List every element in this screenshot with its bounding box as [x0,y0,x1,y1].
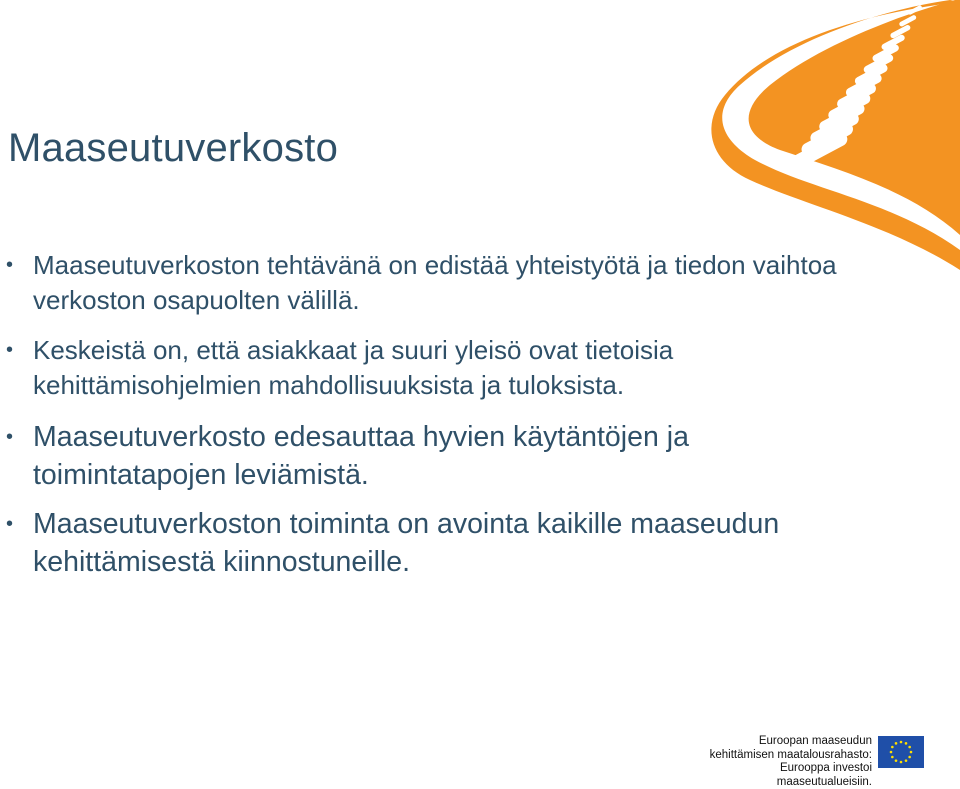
bullet-item [0,505,860,581]
eu-fund-caption [690,735,872,789]
eu-fund-caption-line: Eurooppa investoi maaseutualueisiin. [776,762,872,788]
eu-star [910,751,913,754]
bullet-item [0,248,860,318]
bullet-list [0,248,860,581]
orange-wave-logo-icon [700,0,960,270]
eu-star [905,759,908,762]
eu-star [890,751,893,754]
eu-star [891,756,894,759]
bullet-glyph: • [6,426,14,448]
bullet-glyph: • [6,339,14,361]
eu-star [895,759,898,762]
eu-star [908,746,911,749]
bullet-item [0,333,860,403]
eu-star [891,746,894,749]
bullet-text: Maaseutuverkosto edesauttaa hyvien käytäntöjen ja toimintatapojen leviämistä. [33,421,689,491]
bullet-glyph: • [6,513,14,535]
eu-fund-caption-line: kehittämisen maatalousrahasto: [709,748,872,761]
bullet-text: Maaseutuverkoston tehtävänä on edistää yhteistyötä ja tiedon vaihtoa verkoston osapuolten välillä. [33,250,837,315]
eu-star [900,761,903,764]
eu-flag-icon [878,736,924,768]
bullet-glyph: • [6,254,14,276]
eu-star [908,756,911,759]
eu-star [905,742,908,745]
bullet-text: Maaseutuverkoston toiminta on avointa kaikille maaseudun kehittämisestä kiinnostuneille. [33,508,780,578]
bullet-item [0,418,860,494]
eu-star [900,741,903,744]
bullet-text: Keskeistä on, että asiakkaat ja suuri yleisö ovat tietoisia kehittämisohjelmien mahdollisuuksista ja tuloksista. [33,335,674,400]
eu-fund-caption-line: Euroopan maaseudun [758,735,872,747]
slide-title: Maaseutuverkosto [8,126,339,170]
eu-star [895,742,898,745]
